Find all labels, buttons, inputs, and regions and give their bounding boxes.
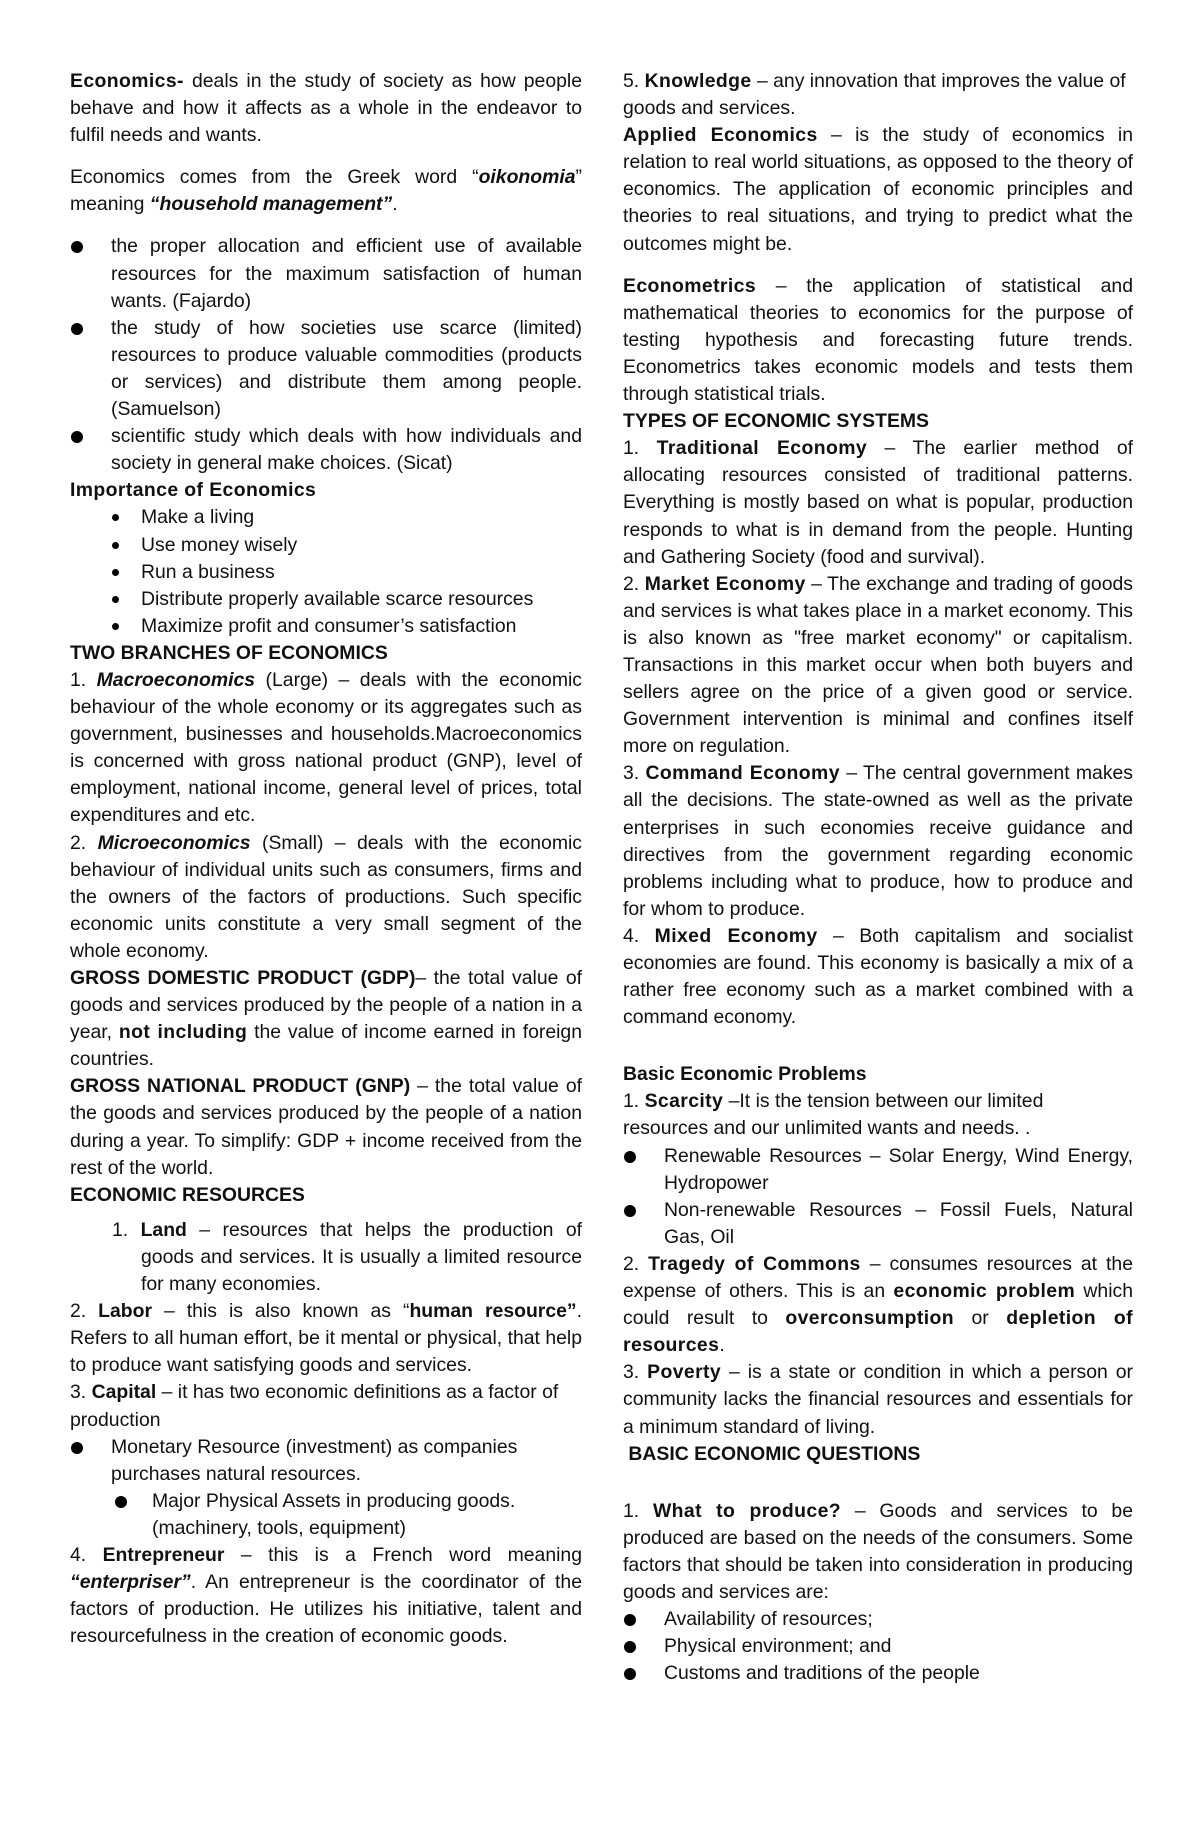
definitions-list <box>70 233 582 477</box>
market-economy-paragraph <box>623 571 1133 761</box>
right-column <box>623 68 1133 1687</box>
tragedy-emphasis-b: overconsumption <box>785 1307 955 1330</box>
tragedy-of-commons-paragraph <box>623 1251 1133 1359</box>
questions-heading: BASIC ECONOMIC QUESTIONS <box>623 1442 921 1465</box>
entrepreneur-emphasis: “enterpriser” <box>70 1571 191 1594</box>
origin-end: . <box>392 193 398 216</box>
economics-origin <box>70 164 582 218</box>
gdp-text-b: the value of income earned in foreign countries. <box>70 1021 582 1071</box>
list-item: Monetary Resource (investment) as companies purchases natural resources. <box>70 1434 582 1488</box>
mixed-number: 4. <box>623 924 655 947</box>
labor-term: Labor <box>98 1300 153 1323</box>
gnp-term: GROSS NATIONAL PRODUCT (GNP) <box>70 1075 411 1098</box>
tragedy-emphasis-c: depletion of resources <box>623 1307 1133 1357</box>
applied-economics-paragraph <box>623 122 1133 257</box>
scarcity-text: –It is the tension between our limited resources and our unlimited wants and needs. . <box>623 1090 1044 1140</box>
importance-heading: Importance of Economics <box>70 479 317 502</box>
econometrics-term: Econometrics <box>623 274 757 297</box>
scarcity-list <box>623 1143 1133 1251</box>
entrepreneur-text-a: – this is a French word meaning <box>224 1543 583 1566</box>
macro-number: 1. <box>70 668 97 691</box>
micro-term: Microeconomics <box>97 831 251 854</box>
command-term: Command Economy <box>645 762 840 785</box>
capital-text: – it has two economic definitions as a factor of production <box>70 1381 559 1431</box>
origin-word: oikonomia <box>478 166 576 189</box>
list-item: Make a living <box>70 504 582 531</box>
problems-heading: Basic Economic Problems <box>623 1063 867 1086</box>
types-heading: TYPES OF ECONOMIC SYSTEMS <box>623 410 929 433</box>
tragedy-text-a: – consumes resources at the expense of others. This is an <box>623 1252 1133 1303</box>
knowledge-text: – any innovation that improves the value of goods and services. <box>623 70 1126 120</box>
poverty-text: – is a state or condition in which a person or community lacks the financial resources and essentials for a minimum standard of living. <box>623 1361 1133 1438</box>
origin-text-a: Economics comes from the Greek word “ <box>70 166 479 189</box>
land-paragraph <box>70 1217 582 1298</box>
list-item: Run a business <box>70 559 582 586</box>
gnp-paragraph <box>70 1073 582 1181</box>
capital-list <box>70 1434 582 1488</box>
gdp-term: GROSS DOMESTIC PRODUCT (GDP) <box>70 967 416 989</box>
capital-number: 3. <box>70 1381 92 1404</box>
traditional-term: Traditional Economy <box>656 437 868 460</box>
poverty-paragraph <box>623 1359 1133 1440</box>
econometrics-paragraph <box>623 273 1133 408</box>
list-item: Use money wisely <box>70 532 582 559</box>
knowledge-paragraph <box>623 68 1133 122</box>
list-item: the study of how societies use scarce (limited) resources to produce valuable commodities (products or services) and distribute them among people. (Samuelson) <box>70 315 582 423</box>
what-to-produce-paragraph <box>623 1498 1133 1606</box>
econometrics-text: – the application of statistical and mathematical theories to economics for the purpose of testing hypothesis and forecasting future trends. Econometrics takes economic models and tests them through statistical trials. <box>623 274 1133 406</box>
capital-term: Capital <box>91 1381 157 1404</box>
tragedy-number: 2. <box>623 1252 649 1275</box>
tragedy-emphasis-a: economic problem <box>893 1280 1076 1303</box>
economics-definition <box>70 68 582 149</box>
command-number: 3. <box>623 762 646 785</box>
what-text: – Goods and services to be produced are based on the needs of the consumers. Some factors that should be taken into consideration in producing goods and services are: <box>623 1499 1133 1603</box>
capital-paragraph <box>70 1379 582 1433</box>
traditional-economy-paragraph <box>623 435 1133 570</box>
tragedy-text-b: which could result to <box>623 1280 1133 1330</box>
tragedy-term: Tragedy of Commons <box>648 1252 861 1275</box>
list-item: Major Physical Assets in producing goods. (machinery, tools, equipment) <box>70 1488 582 1542</box>
list-item: Distribute properly available scarce resources <box>70 586 582 613</box>
tragedy-text-d: . <box>719 1334 725 1357</box>
applied-text: – is the study of economics in relation to real world situations, as opposed to the theory of economics. The application of economic principles and theories to real situations, and trying to predict what the outcomes might be. <box>623 124 1133 255</box>
mixed-economy-paragraph <box>623 923 1133 1031</box>
entrepreneur-text-b: . An entrepreneur is the coordinator of the factors of production. He utilizes his initiative, talent and resourcefulness in the creation of economic goods. <box>70 1571 582 1648</box>
micro-number: 2. <box>70 831 98 854</box>
land-number: 1. <box>112 1218 141 1241</box>
entrepreneur-term: Entrepreneur <box>102 1543 225 1566</box>
land-term: Land <box>140 1218 187 1241</box>
micro-text: (Small) – deals with the economic behaviour of individual units such as consumers, firms and the owners of the factors of productions. Such specific economic units constitute a very small segment of the whole economy. <box>70 831 582 962</box>
list-item: Maximize profit and consumer’s satisfaction <box>70 613 582 640</box>
list-item: Availability of resources; <box>623 1606 1133 1633</box>
gnp-text: – the total value of the goods and services produced by the people of a nation during a year. To simplify: GDP + income received from the rest of the world. <box>70 1075 582 1179</box>
what-term: What to produce? <box>652 1499 842 1522</box>
gdp-emphasis: not including <box>118 1021 248 1044</box>
traditional-number: 1. <box>623 437 657 460</box>
resources-heading: ECONOMIC RESOURCES <box>70 1183 305 1206</box>
entrepreneur-paragraph <box>70 1542 582 1650</box>
market-term: Market Economy <box>644 572 806 595</box>
traditional-text: – The earlier method of allocating resources consisted of traditional patterns. Everything is mostly based on what is popular, production responds to what is in demand from the people. Hunting and Gathering Society (food and survival). <box>623 437 1134 568</box>
list-item: Physical environment; and <box>623 1633 1133 1660</box>
poverty-number: 3. <box>623 1361 648 1384</box>
command-economy-paragraph <box>623 760 1133 923</box>
macroeconomics-paragraph <box>70 667 582 830</box>
list-item: the proper allocation and efficient use of available resources for the maximum satisfaction of human wants. (Fajardo) <box>70 233 582 314</box>
gdp-paragraph <box>70 965 582 1073</box>
origin-meaning: “household management” <box>149 193 393 216</box>
branches-heading: TWO BRANCHES OF ECONOMICS <box>70 641 388 664</box>
labor-number: 2. <box>70 1300 99 1323</box>
land-text: – resources that helps the production of goods and services. It is usually a limited resource for many economies. <box>141 1218 582 1296</box>
mixed-text: – Both capitalism and socialist economies are found. This economy is basically a mix of a rather free economy such as a market combined with a command economy. <box>623 924 1134 1029</box>
entrepreneur-number: 4. <box>70 1543 103 1566</box>
importance-list <box>70 504 582 639</box>
labor-text-b: . Refers to all human effort, be it mental or physical, that help to produce want satisfying goods and services. <box>70 1300 583 1377</box>
what-to-produce-list <box>623 1606 1133 1687</box>
list-item: scientific study which deals with how individuals and society in general make choices. (Sicat) <box>70 423 582 477</box>
knowledge-number: 5. <box>623 70 645 92</box>
tragedy-text-c: or <box>954 1307 1007 1330</box>
list-item: Renewable Resources – Solar Energy, Wind Energy, Hydropower <box>623 1143 1133 1197</box>
mixed-term: Mixed Economy <box>654 924 818 947</box>
macro-text: (Large) – deals with the economic behaviour of the whole economy or its aggregates such as government, businesses and households.Macroeconomics is concerned with gross national product (GNP), level of employment, national income, general level of prices, total expenditures and etc. <box>70 668 582 827</box>
command-text: – The central government makes all the decisions. The state-owned as well as the private enterprises in such economies receive guidance and directives from the government regarding economic problems including what to produce, how to produce and for whom to produce. <box>623 762 1134 920</box>
labor-paragraph <box>70 1298 582 1379</box>
what-number: 1. <box>623 1499 653 1522</box>
poverty-term: Poverty <box>647 1361 722 1384</box>
macro-term: Macroeconomics <box>96 668 256 691</box>
labor-text-a: – this is also known as “ <box>152 1300 410 1323</box>
economics-term: Economics- <box>70 70 184 92</box>
applied-term: Applied Economics <box>623 124 818 147</box>
labor-emphasis: human resource” <box>409 1300 577 1323</box>
scarcity-number: 1. <box>623 1090 645 1113</box>
origin-text-b: ” meaning <box>70 166 582 216</box>
knowledge-term: Knowledge <box>644 70 752 92</box>
list-item: Non-renewable Resources – Fossil Fuels, Natural Gas, Oil <box>623 1197 1133 1251</box>
capital-sub-list <box>70 1488 582 1542</box>
economics-definition-text: deals in the study of society as how people behave and how it affects as a whole in the endeavor to fulfil needs and wants. <box>70 70 582 147</box>
gdp-text-a: – the total value of goods and services produced by the people of a nation in a year, <box>70 967 582 1044</box>
list-item: Customs and traditions of the people <box>623 1660 1133 1687</box>
market-text: – The exchange and trading of goods and services is what takes place in a market economy. This is also known as "free market economy" or capitalism. Transactions in this market occur when both buyers and sellers agree on the price of a given good or service. Government intervention is minimal and confines itself more on regulation. <box>623 572 1133 758</box>
scarcity-paragraph <box>623 1088 1133 1142</box>
microeconomics-paragraph <box>70 830 582 965</box>
scarcity-term: Scarcity <box>644 1090 724 1113</box>
left-column <box>70 68 582 1650</box>
market-number: 2. <box>623 572 645 595</box>
